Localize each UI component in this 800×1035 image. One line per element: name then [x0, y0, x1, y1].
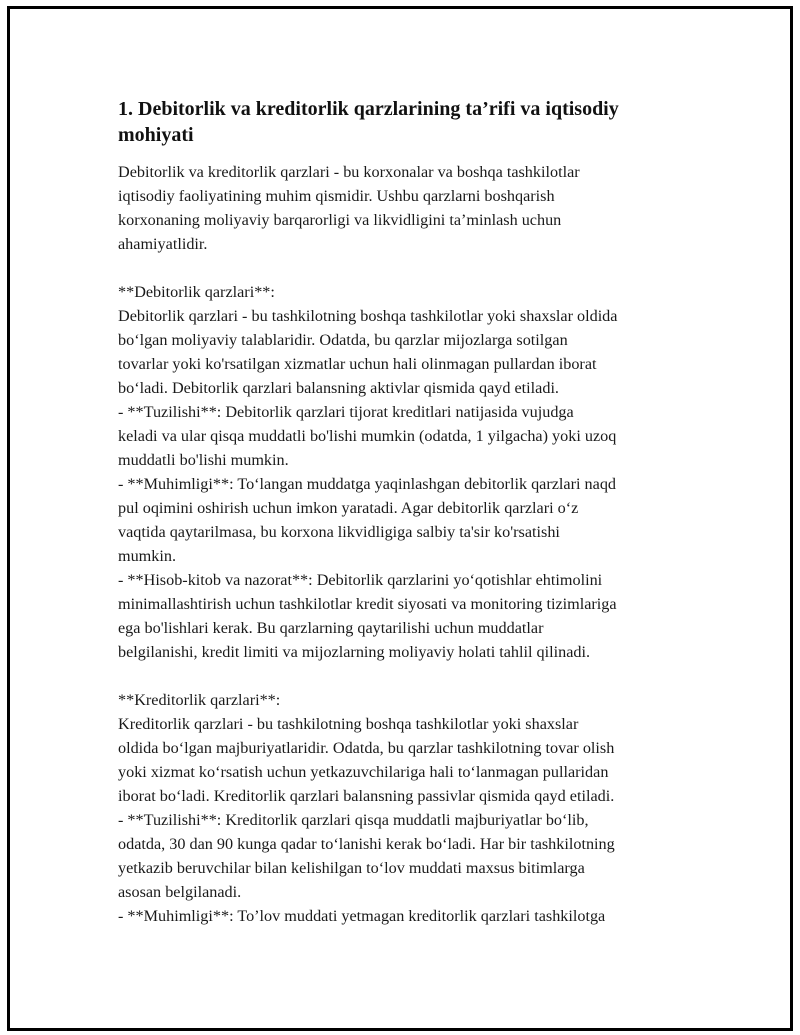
text-line: bo‘lgan moliyaviy talablaridir. Odatda, bu qarzlar mijozlarga sotilgan: [118, 331, 568, 349]
heading-line: 1. Debitorlik va kreditorlik qarzlarining ta’rifi va iqtisodiy: [118, 98, 619, 120]
text-line: - **Tuzilishi**: Debitorlik qarzlari tijorat kreditlari natijasida vujudga: [118, 403, 574, 421]
text-line: ega bo'lishlari kerak. Bu qarzlarning qaytarilishi uchun muddatlar: [118, 619, 544, 637]
text-line: keladi va ular qisqa muddatli bo'lishi mumkin (odatda, 1 yilgacha) yoki uzoq: [118, 427, 617, 445]
section-heading: [118, 96, 688, 148]
text-line: - **Muhimligi**: To’lov muddati yetmagan kreditorlik qarzlari tashkilotga: [118, 907, 606, 925]
text-line: yetkazib beruvchilar bilan kelishilgan to‘lov muddati maxsus bitimlarga: [118, 859, 585, 877]
kreditor-section: [118, 688, 688, 928]
text-line: asosan belgilanadi.: [118, 883, 242, 901]
text-line: pul oqimini oshirish uchun imkon yaratadi. Agar debitorlik qarzlari o‘z: [118, 499, 579, 517]
text-line: yoki xizmat ko‘rsatish uchun yetkazuvchilariga hali to‘lanmagan pullaridan: [118, 763, 609, 781]
paragraph-spacer: [118, 664, 688, 688]
text-line: iqtisodiy faoliyatining muhim qismidir. Ushbu qarzlarni boshqarish: [118, 187, 555, 205]
paragraph-spacer: [118, 256, 688, 280]
debitor-section: [118, 280, 688, 664]
text-line: ahamiyatlidir.: [118, 235, 208, 253]
document-body: [118, 96, 688, 928]
text-line: - **Tuzilishi**: Kreditorlik qarzlari qisqa muddatli majburiyatlar bo‘lib,: [118, 811, 589, 829]
text-line: **Debitorlik qarzlari**:: [118, 283, 275, 301]
text-line: oldida bo‘lgan majburiyatlaridir. Odatda, bu qarzlar tashkilotning tovar olish: [118, 739, 615, 757]
text-line: Debitorlik qarzlari - bu tashkilotning boshqa tashkilotlar yoki shaxslar oldida: [118, 307, 618, 325]
heading-line: mohiyati: [118, 124, 194, 146]
text-line: - **Hisob-kitob va nazorat**: Debitorlik qarzlarini yo‘qotishlar ehtimolini: [118, 571, 603, 589]
text-line: **Kreditorlik qarzlari**:: [118, 691, 281, 709]
text-line: Kreditorlik qarzlari - bu tashkilotning boshqa tashkilotlar yoki shaxslar: [118, 715, 579, 733]
text-line: vaqtida qaytarilmasa, bu korxona likvidligiga salbiy ta'sir ko'rsatishi: [118, 523, 560, 541]
text-line: muddatli bo'lishi mumkin.: [118, 451, 289, 469]
text-line: iborat bo‘ladi. Kreditorlik qarzlari balansning passivlar qismida qayd etiladi.: [118, 787, 615, 805]
text-line: Debitorlik va kreditorlik qarzlari - bu korxonalar va boshqa tashkilotlar: [118, 163, 580, 181]
intro-paragraph: [118, 160, 688, 256]
text-line: belgilanishi, kredit limiti va mijozlarning moliyaviy holati tahlil qilinadi.: [118, 643, 591, 661]
text-line: - **Muhimligi**: To‘langan muddatga yaqinlashgan debitorlik qarzlari naqd: [118, 475, 617, 493]
text-line: odatda, 30 dan 90 kunga qadar to‘lanishi kerak bo‘ladi. Har bir tashkilotning: [118, 835, 615, 853]
text-line: minimallashtirish uchun tashkilotlar kredit siyosati va monitoring tizimlariga: [118, 595, 617, 613]
text-line: mumkin.: [118, 547, 177, 565]
text-line: bo‘ladi. Debitorlik qarzlari balansning aktivlar qismida qayd etiladi.: [118, 379, 559, 397]
text-line: korxonaning moliyaviy barqarorligi va likvidligini ta’minlash uchun: [118, 211, 562, 229]
text-line: tovarlar yoki ko'rsatilgan xizmatlar uchun hali olinmagan pullardan iborat: [118, 355, 597, 373]
